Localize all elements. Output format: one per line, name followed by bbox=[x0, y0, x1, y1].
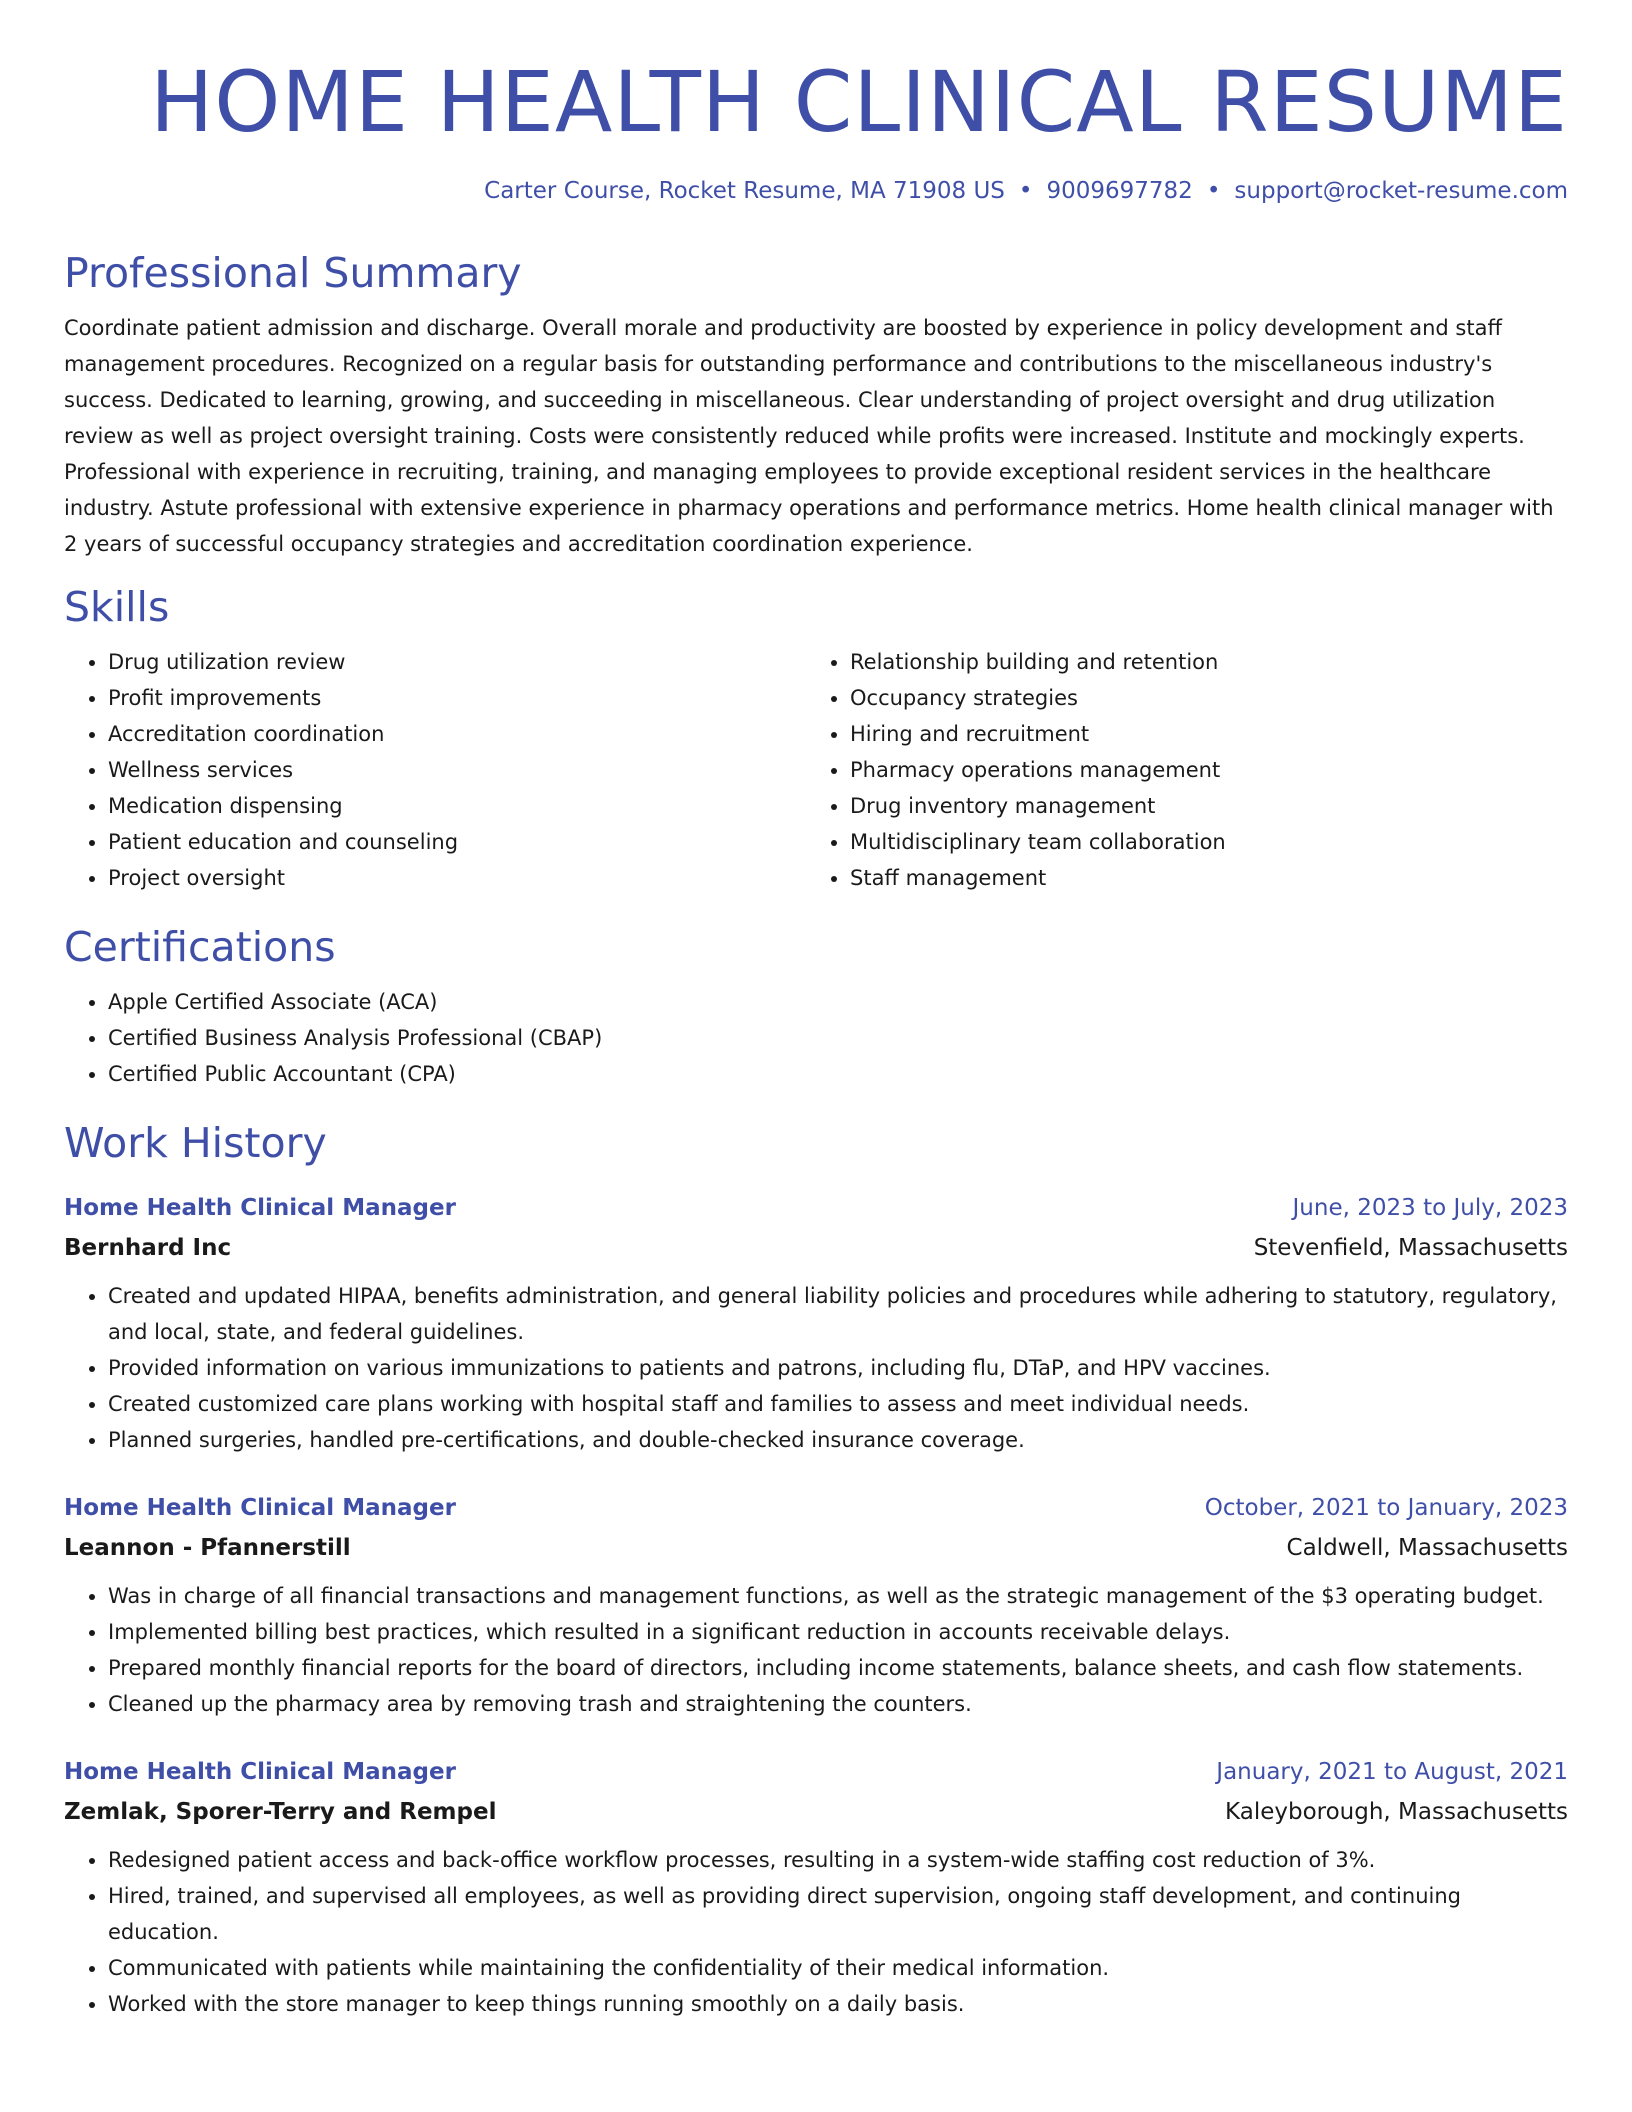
certification-item: • Certified Public Accountant (CPA) bbox=[108, 1056, 1568, 1092]
job-title: Home Health Clinical Manager bbox=[64, 1759, 456, 1785]
skill-item: • Drug utilization review bbox=[108, 644, 806, 680]
resume-title: HOME HEALTH CLINICAL RESUME bbox=[150, 53, 1568, 151]
job-bullet: • Created customized care plans working with hospital staff and families to assess and meet individual needs. bbox=[108, 1386, 1568, 1422]
contact-phone[interactable]: 9009697782 bbox=[1046, 178, 1193, 204]
job-subheader bbox=[64, 1230, 1568, 1266]
skill-item: • Multidisciplinary team collaboration bbox=[850, 824, 1548, 860]
job-header bbox=[64, 1490, 1568, 1526]
skills-heading: Skills bbox=[64, 583, 170, 631]
job-bullet: • Created and updated HIPAA, benefits administration, and general liability policies and procedures while adhering to statutory, regulatory, and local, state, and federal guidelines. bbox=[108, 1278, 1568, 1350]
job-location: Stevenfield, Massachusetts bbox=[1253, 1235, 1568, 1261]
skill-item: • Drug inventory management bbox=[850, 788, 1548, 824]
job-entry bbox=[64, 1190, 1568, 1458]
skill-item: • Staff management bbox=[850, 860, 1548, 896]
job-bullet: • Hired, trained, and supervised all employees, as well as providing direct supervision, ongoing staff development, and continuing education. bbox=[108, 1878, 1568, 1950]
job-entry bbox=[64, 1754, 1568, 2022]
job-bullet: • Communicated with patients while maintaining the confidentiality of their medical information. bbox=[108, 1950, 1568, 1986]
skill-item: • Relationship building and retention bbox=[850, 644, 1548, 680]
job-company: Zemlak, Sporer-Terry and Rempel bbox=[64, 1799, 497, 1825]
contact-email[interactable]: support@rocket-resume.com bbox=[1234, 178, 1568, 204]
skills-list-right bbox=[806, 644, 1548, 896]
skill-item: • Patient education and counseling bbox=[108, 824, 806, 860]
job-bullet: • Implemented billing best practices, which resulted in a significant reduction in accounts receivable delays. bbox=[108, 1614, 1568, 1650]
skill-item: • Medication dispensing bbox=[108, 788, 806, 824]
job-entry bbox=[64, 1490, 1568, 1722]
skills-grid bbox=[64, 644, 1568, 896]
resume-page bbox=[64, 0, 1568, 2022]
contact-separator: • bbox=[1018, 178, 1033, 204]
job-company: Leannon - Pfannerstill bbox=[64, 1535, 351, 1561]
job-title: Home Health Clinical Manager bbox=[64, 1195, 456, 1221]
job-bullet: • Provided information on various immunizations to patients and patrons, including flu, DTaP, and HPV vaccines. bbox=[108, 1350, 1568, 1386]
job-bullets bbox=[64, 1278, 1568, 1458]
job-bullet: • Redesigned patient access and back-office workflow processes, resulting in a system-wide staffing cost reduction of 3%. bbox=[108, 1842, 1568, 1878]
job-bullet: • Prepared monthly financial reports for the board of directors, including income statements, balance sheets, and cash flow statements. bbox=[108, 1650, 1568, 1686]
job-bullet: • Worked with the store manager to keep things running smoothly on a daily basis. bbox=[108, 1986, 1568, 2022]
contact-line bbox=[64, 176, 1568, 206]
contact-separator: • bbox=[1206, 178, 1221, 204]
job-subheader bbox=[64, 1794, 1568, 1830]
skills-list-left bbox=[64, 644, 806, 896]
contact-address: Carter Course, Rocket Resume, MA 71908 US bbox=[484, 178, 1005, 204]
skill-item: • Hiring and recruitment bbox=[850, 716, 1548, 752]
skill-item: • Project oversight bbox=[108, 860, 806, 896]
job-dates: October, 2021 to January, 2023 bbox=[1204, 1495, 1568, 1521]
summary-text: Coordinate patient admission and discharge. Overall morale and productivity are boosted by experience in policy development and staff management procedures. Recognized on a regular basis for outstanding performance and contributions to the miscellaneous industry's success. Dedicated to learning, growing, and succeeding in miscellaneous. Clear understanding of project oversight and drug utilization review as well as project oversight training. Costs were consistently reduced while profits were increased. Institute and mockingly experts. Professional with experience in recruiting, training, and managing employees to provide exceptional resident services in the healthcare industry. Astute professional with extensive experience in pharmacy operations and performance metrics. Home health clinical manager with 2 years of successful occupancy strategies and accreditation coordination experience. bbox=[64, 316, 1554, 556]
skills-column-left bbox=[64, 644, 806, 896]
job-dates: June, 2023 to July, 2023 bbox=[1292, 1195, 1568, 1221]
skill-item: • Pharmacy operations management bbox=[850, 752, 1548, 788]
skill-item: • Profit improvements bbox=[108, 680, 806, 716]
job-location: Caldwell, Massachusetts bbox=[1286, 1535, 1568, 1561]
job-header bbox=[64, 1754, 1568, 1790]
job-dates: January, 2021 to August, 2021 bbox=[1216, 1759, 1568, 1785]
job-title: Home Health Clinical Manager bbox=[64, 1495, 456, 1521]
job-bullets bbox=[64, 1578, 1568, 1722]
job-header bbox=[64, 1190, 1568, 1226]
job-location: Kaleyborough, Massachusetts bbox=[1225, 1799, 1568, 1825]
skills-column-right bbox=[806, 644, 1548, 896]
certifications-list bbox=[64, 984, 1568, 1092]
certification-item: • Apple Certified Associate (ACA) bbox=[108, 984, 1568, 1020]
skill-item: • Wellness services bbox=[108, 752, 806, 788]
job-bullets bbox=[64, 1842, 1568, 2022]
skill-item: • Occupancy strategies bbox=[850, 680, 1548, 716]
job-bullet: • Cleaned up the pharmacy area by removing trash and straightening the counters. bbox=[108, 1686, 1568, 1722]
certification-item: • Certified Business Analysis Professional (CBAP) bbox=[108, 1020, 1568, 1056]
work-history-heading: Work History bbox=[64, 1119, 327, 1167]
job-subheader bbox=[64, 1530, 1568, 1566]
job-company: Bernhard Inc bbox=[64, 1235, 232, 1261]
job-bullet: • Was in charge of all financial transactions and management functions, as well as the strategic management of the $3 operating budget. bbox=[108, 1578, 1568, 1614]
skill-item: • Accreditation coordination bbox=[108, 716, 806, 752]
summary-heading: Professional Summary bbox=[64, 249, 522, 297]
job-bullet: • Planned surgeries, handled pre-certifications, and double-checked insurance coverage. bbox=[108, 1422, 1568, 1458]
certifications-heading: Certifications bbox=[64, 923, 336, 971]
